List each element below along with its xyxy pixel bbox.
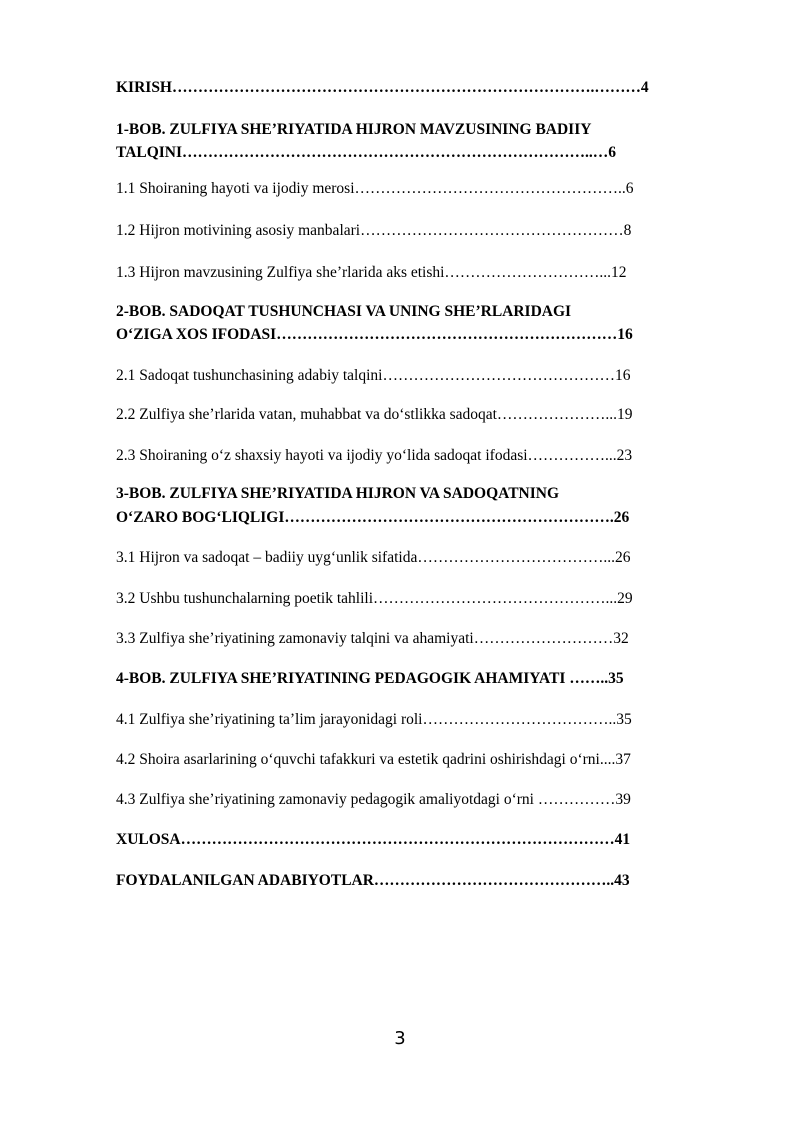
page-number: 3 [394,1028,406,1049]
toc-entry-2-1: 2.1 Sadoqat tushunchasining adabiy talqini………………………………………16 [116,367,631,384]
toc-entry-4-2: 4.2 Shoira asarlarining o‘quvchi tafakkuri va estetik qadrini oshirishdagi o‘rni....37 [116,751,631,768]
toc-chapter-4: 4-BOB. ZULFIYA SHE’RIYATINING PEDAGOGIK AHAMIYATI ……..35 [116,670,624,687]
toc-entry-2-3: 2.3 Shoiraning o‘z shaxsiy hayoti va ijodiy yo‘lida sadoqat ifodasi……………...23 [116,447,633,464]
toc-chapter-1-line-1: 1-BOB. ZULFIYA SHE’RIYATIDA HIJRON MAVZUSINING BADIIY [116,121,592,138]
toc-entry-adabiyotlar: FOYDALANILGAN ADABIYOTLAR………………………………………..43 [116,872,630,889]
toc-entry-3-1: 3.1 Hijron va sadoqat – badiiy uyg‘unlik sifatida………………………………...26 [116,549,631,566]
toc-chapter-1-line-2: TALQINI……………………………………………………………………..…6 [116,144,617,161]
toc-entry-kirish: KIRISH……………………………………………………………………….………4 [116,79,649,96]
toc-entry-3-3: 3.3 Zulfiya she’riyatining zamonaviy talqini va ahamiyati………………………32 [116,630,629,647]
toc-chapter-3-line-1: 3-BOB. ZULFIYA SHE’RIYATIDA HIJRON VA SADOQATNING [116,485,560,502]
toc-entry-1-1: 1.1 Shoiraning hayoti va ijodiy merosi……………………………………………..6 [116,180,634,197]
toc-entry-2-2: 2.2 Zulfiya she’rlarida vatan, muhabbat va do‘stlikka sadoqat…………………...19 [116,406,633,423]
toc-chapter-3-line-2: O‘ZARO BOG‘LIQLIGI……………………………………………………….26 [116,509,630,526]
toc-entry-1-3: 1.3 Hijron mavzusining Zulfiya she’rlarida aks etishi…………………………...12 [116,264,627,281]
toc-entry-4-3: 4.3 Zulfiya she’riyatining zamonaviy pedagogik amaliyotdagi o‘rni ……………39 [116,791,631,808]
toc-entry-3-2: 3.2 Ushbu tushunchalarning poetik tahlili………………………………………...29 [116,590,633,607]
toc-chapter-2-line-1: 2-BOB. SADOQAT TUSHUNCHASI VA UNING SHE’RLARIDAGI [116,303,572,320]
toc-entry-1-2: 1.2 Hijron motivining asosiy manbalari……………………………………………8 [116,222,632,239]
toc-entry-xulosa: XULOSA…………………………………………………………………………41 [116,831,631,848]
toc-entry-4-1: 4.1 Zulfiya she’riyatining ta’lim jarayonidagi roli………………………………..35 [116,711,632,728]
toc-chapter-2-line-2: O‘ZIGA XOS IFODASI…………………………………………………………16 [116,326,633,343]
